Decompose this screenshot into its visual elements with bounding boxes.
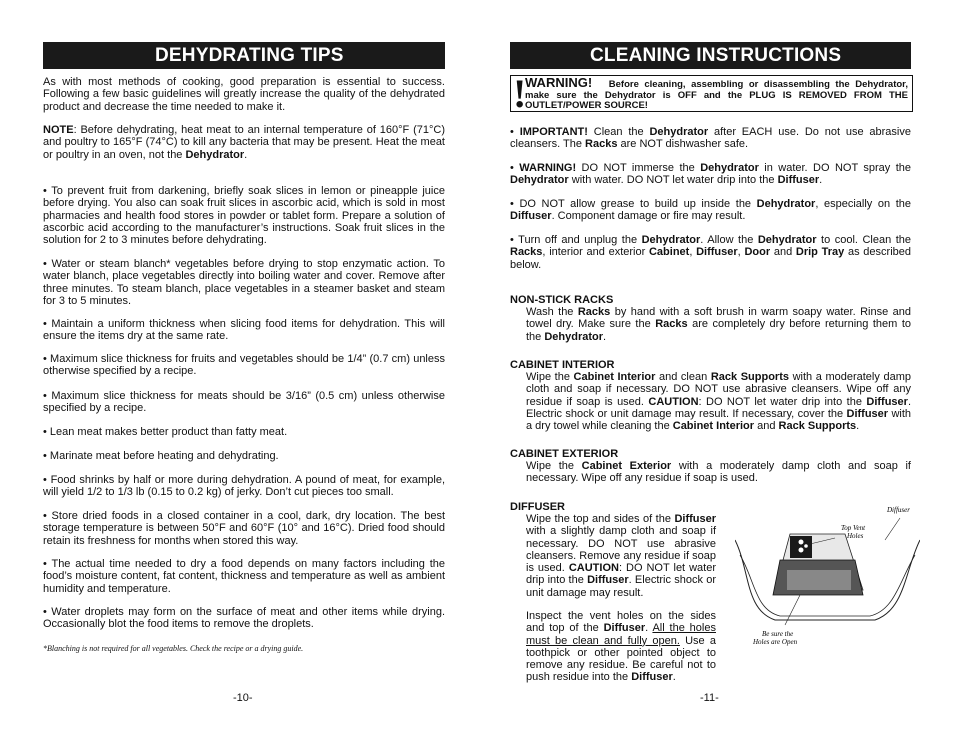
dehydrating-tips-banner: DEHYDRATING TIPS xyxy=(43,42,445,69)
diffuser-illustration xyxy=(735,500,920,660)
cleaning-instructions-banner: CLEANING INSTRUCTIONS xyxy=(510,42,911,69)
tip-item: • Store dried foods in a closed container in a cool, dark, dry location. The best storage temperature is between 50°F and 60°F (10° and 16°C). Dried food should retain its freshness for months when stored this way. xyxy=(43,510,445,547)
diffuser-heading: DIFFUSER xyxy=(510,501,565,513)
tip-item: • Food shrinks by half or more during dehydration. A pound of meat, for example, will yield 1/2 to 1/3 lb (0.15 to 0.2 kg) of jerky. Don’t cut pieces too small. xyxy=(43,474,445,499)
tip-item: • Maximum slice thickness for fruits and vegetables should be 1/4” (0.7 cm) unless otherwise specified by a recipe. xyxy=(43,353,445,378)
cabinet-exterior-paragraph: Wipe the Cabinet Exterior with a moderately damp cloth and soap if necessary. Wipe off any residue if soap is used. xyxy=(526,460,911,485)
diffuser-diagram xyxy=(735,500,920,660)
tip-item: • Water droplets may form on the surface of meat and other items while drying. Occasionally blot the food items to remove the droplets. xyxy=(43,606,445,631)
label-be-sure: Be sure the xyxy=(762,630,794,638)
note-label: NOTE xyxy=(43,124,74,136)
tip-item: • Maintain a uniform thickness when slicing food items for dehydration. This will ensure the items dry at the same rate. xyxy=(43,318,445,343)
label-top-vent: Top Vent xyxy=(841,524,866,532)
tip-item: • Maximum slice thickness for meats should be 3/16” (0.5 cm) unless otherwise specified by a recipe. xyxy=(43,390,445,415)
tip-item: • Lean meat makes better product than fatty meat. xyxy=(43,426,288,438)
note-paragraph: NOTE: Before dehydrating, heat meat to an internal temperature of 160°F (71°C) and poultry to 165°F (74°C) to kill any bacteria that may be present. Heat the meat or poultry in an oven, not the Dehydrator. xyxy=(43,124,445,161)
intro-paragraph: As with most methods of cooking, good preparation is essential to success. Following a few basic guidelines will greatly increase the quality of the dehydrated product and decrease the time needed to make it. xyxy=(43,76,445,113)
racks-heading: NON-STICK RACKS xyxy=(510,294,614,306)
important-item: • IMPORTANT! Clean the Dehydrator after EACH use. Do not use abrasive cleansers. The Racks are NOT dishwasher safe. xyxy=(510,126,911,151)
blanching-footnote: *Blanching is not required for all vegetables. Check the recipe or a drying guide. xyxy=(43,644,304,653)
label-holes-open: Holes are Open xyxy=(753,638,798,646)
label-holes: Holes xyxy=(847,532,864,540)
warning-item: • WARNING! DO NOT immerse the Dehydrator in water. DO NOT spray the Dehydrator with water. DO NOT let water drip into the Diffuser. xyxy=(510,162,911,187)
racks-paragraph: Wash the Racks by hand with a soft brush in warm soapy water. Rinse and towel dry. Make sure the Racks are completely dry before returning them to the Dehydrator. xyxy=(526,306,911,343)
tip-item: • To prevent fruit from darkening, briefly soak slices in lemon or pineapple juice before drying. You also can soak fruit slices in ascorbic acid, which is sold in most pharmacies and health food stores in powder or tablet form. Prepare a solution of ascorbic acid according to the manufacturer’s instructions. Soak fruit slices in the solution for 2 to 3 minutes before dehydrating. xyxy=(43,185,445,247)
grease-item: • DO NOT allow grease to build up inside the Dehydrator, especially on the Diffuser. Component damage or fire may result. xyxy=(510,198,911,223)
page-number-right: -11- xyxy=(700,692,719,704)
tip-item: • The actual time needed to dry a food depends on many factors including the food’s moisture content, fat content, thickness and temperature as well as ambient humidity and temperature. xyxy=(43,558,445,595)
label-diffuser: Diffuser xyxy=(887,506,910,514)
warning-box xyxy=(510,71,913,116)
cabinet-interior-paragraph: Wipe the Cabinet Interior and clean Rack Supports with a moderately damp cloth and soap if necessary. DO NOT use abrasive cleansers. Wipe off any residue if soap is used. CAUTION: DO NOT let water drip into the Diffuser. Electric shock or unit damage may result. If necessary, cover the Diffuser with a dry towel while cleaning the Cabinet Interior and Rack Supports. xyxy=(526,371,912,433)
exclamation-icon: ! xyxy=(513,71,527,116)
cabinet-exterior-heading: CABINET EXTERIOR xyxy=(510,448,619,460)
tip-item: • Water or steam blanch* vegetables before drying to stop enzymatic action. To water blanch, place vegetables directly into boiling water and cover. Remove after three minutes. To steam blanch, place vegetables in a steamer basket and steam for 3 to 5 minutes. xyxy=(43,258,445,307)
cabinet-interior-heading: CABINET INTERIOR xyxy=(510,359,615,371)
page-number-left: -10- xyxy=(233,692,253,704)
diffuser-paragraph: Wipe the top and sides of the Diffuser with a slightly damp cloth and soap if necessary. DO NOT use abrasive cleansers. Remove any residue if soap is used. CAUTION: DO NOT let water drip into the Diffuser. Electric shock or unit damage may result. xyxy=(526,513,716,599)
diffuser-inspect-paragraph: Inspect the vent holes on the sides and top of the Diffuser. All the holes must be clean and fully open. Use a toothpick or other pointed object to remove any residue. Be careful not to push residue into the Diffuser. xyxy=(526,610,716,684)
unplug-item: • Turn off and unplug the Dehydrator. Allow the Dehydrator to cool. Clean the Racks, interior and exterior Cabinet, Diffuser, Door and Drip Tray as described below. xyxy=(510,234,911,271)
tip-item: • Marinate meat before heating and dehydrating. xyxy=(43,450,279,462)
warning-title: WARNING! xyxy=(525,75,593,90)
warning-text: Before cleaning, assembling or disassembling the Dehydrator, make sure the Dehydrator is OFF and the PLUG IS REMOVED FROM THE OUTLET/POWER SOURCE! xyxy=(525,79,908,111)
